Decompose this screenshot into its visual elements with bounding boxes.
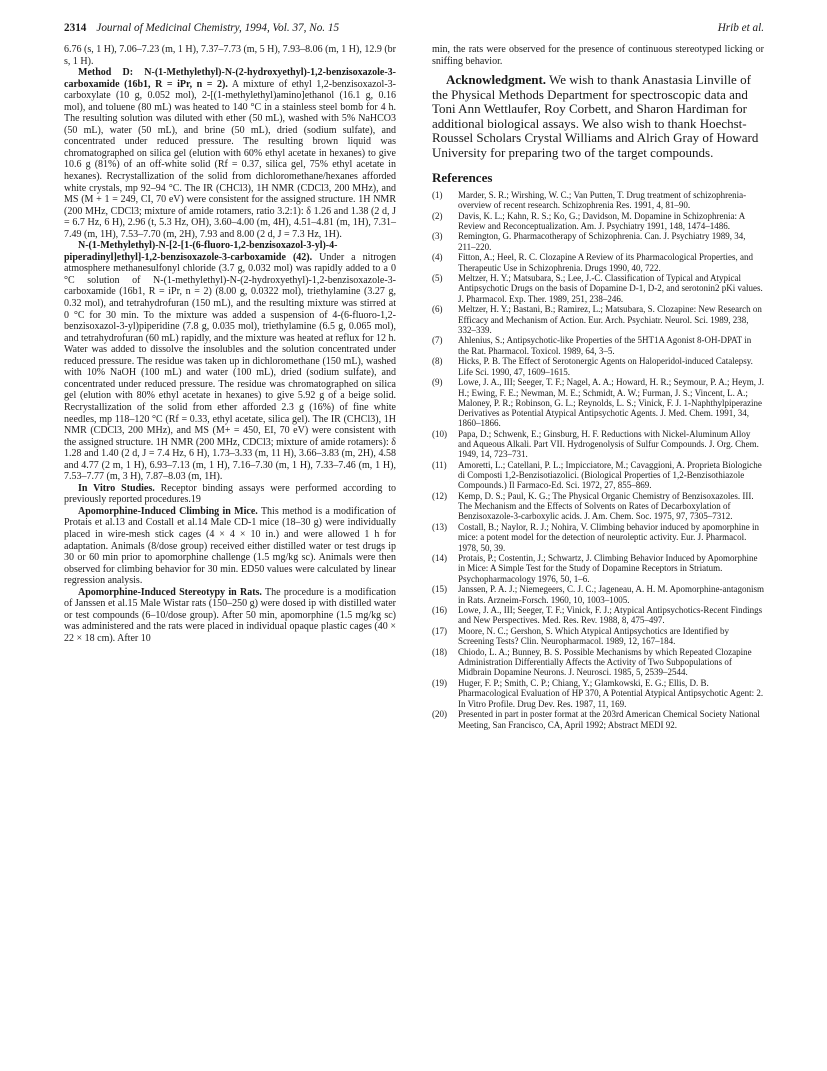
journal-citation: Journal of Medicinal Chemistry, 1994, Vol. 37, No. 15 [96,22,340,34]
reference-item [432,626,764,646]
reference-item [432,335,764,355]
reference-number: (18) [432,647,447,658]
reference-number: (15) [432,584,447,595]
reference-number: (19) [432,678,447,689]
reference-number: (4) [432,252,443,263]
stereotypy-paragraph [64,587,396,645]
reference-item [432,304,764,335]
method-d-body: A mixture of ethyl 1,2-benzisoxazol-3-carboxylate (10 g, 0.052 mol), 2-[(1-methylethyl)amino]ethanol (16.1 g, 0.16 mol), and toluene (80 mL) was heated to 140 °C in a stainless steel bomb for 4 h. The resulting solution was diluted with ether (50 mL), washed with 5% NaHCO3 (50 mL), water (50 mL), and brine (50 mL), dried (sodium sulfate), and concentrated under reduced pressure. The resulting brown liquid was chromatographed on silica gel (elution with 60% ethyl acetate in hexanes) to give 10.6 g (81%) of an off-white solid (Rf = 0.37, silica gel, 75% ethyl acetate in hexanes). Recrystallization of the solid from dichloromethane/hexanes afforded white crystals, mp 92–94 °C. The IR (CHCl3), 1H NMR (CDCl3, 200 MHz), and MS (M + 1 = 249, CI, 70 eV) were consistent for the assigned structure. 1H NMR (200 MHz, CDCl3; mixture of amide rotamers, ratio 3.2:1): δ 1.26 and 1.38 (2 d, J = 6.7 Hz, 6 H), 2.96 (t, 5.3 Hz, OH), 3.60–4.00 (m, 4H), 4.51–4.81 (m, 1H), 7.31–7.49 (m, 1H), 7.53–7.70 (m, 2H), 7.93 and 8.00 (2 d, J = 7.3 Hz, 1H). [64,78,396,240]
reference-list [432,190,764,730]
reference-number: (13) [432,522,447,533]
stereotypy-body: The procedure is a modification of Janssen et al.15 Male Wistar rats (150–250 g) were dosed ip with distilled water or test compounds (6–10/dose group). After 50 min, apomorphine (1.5 mg/kg sc) was administered and the rats were placed in individual opaque plastic cages (40 × 22 × 18 cm). After 10 [64,586,396,644]
reference-text: Remington, G. Pharmacotherapy of Schizophrenia. Can. J. Psychiatry 1989, 34, 211–220. [458,231,746,252]
reference-number: (2) [432,210,443,221]
compound-42-paragraph [64,240,396,482]
reference-text: Davis, K. L.; Kahn, R. S.; Ko, G.; Davidson, M. Dopamine in Schizophrenia: A Review and Reconceptualization. Am. J. Psychiatry 1991, 148, 1474–1486. [458,210,745,231]
compound-42-heading: N-(1-Methylethyl)-N-[2-[1-(6-fluoro-1,2-benzisoxazol-3-yl)-4-piperadinyl]ethyl]-1,2-benzisoxazole-3-carboxamide (42). [64,240,338,263]
in-vitro-body: Receptor binding assays were performed according to previously reported procedures.19 [64,482,396,506]
reference-item [432,605,764,625]
reference-number: (10) [432,428,447,439]
page-number: 2314 [64,22,87,34]
stereotypy-continuation: min, the rats were observed for the presence of continuous stereotyped licking or sniffing behavior. [432,44,764,67]
nmr-continuation: 6.76 (s, 1 H), 7.06–7.23 (m, 1 H), 7.37–7.73 (m, 5 H), 7.93–8.06 (m, 1 H), 12.9 (br s, 1 H). [64,44,396,67]
reference-number: (11) [432,459,447,470]
reference-item [432,377,764,428]
reference-text: Lowe, J. A., III; Seeger, T. F.; Nagel, A. A.; Howard, H. R.; Seymour, P. A.; Heym, J. H.; Ewing, F. E.; Newman, M. E.; Schmidt, A. W.; Furman, J. S.; Vincent, L. A.; Maloney, P. R.; Robinson, G. L.; Reynolds, L. S.; Vinick, F. J. 1-Naphthylpiperazine Derivatives as Potential Atypical Antipsychotic Agents. J. Med. Chem. 1991, 34, 1860–1866. [458,377,764,429]
reference-item [432,491,764,522]
reference-item [432,522,764,553]
reference-text: Meltzer, H. Y.; Matsubara, S.; Lee, J.-C. Classification of Typical and Atypical Antipsychotic Drugs on the basis of Dopamine D-1, D-2, and serotonin2 pKi values. J. Pharmacol. Exp. Ther. 1989, 251, 238–246. [458,273,763,304]
running-header [64,22,764,38]
left-column [64,44,396,644]
reference-text: Presented in part in poster format at the 203rd American Chemical Society National Meeting, San Francisco, CA, April 1992; Abstract MEDI 92. [458,709,760,730]
climbing-heading: Apomorphine-Induced Climbing in Mice. [78,505,258,517]
reference-number: (6) [432,304,443,315]
reference-item [432,252,764,272]
reference-text: Protais, P.; Costentin, J.; Schwartz, J. Climbing Behavior Induced by Apomorphine in Mice: A Simple Test for the Study of Dopamine Receptors in Striatum. Psychopharmacology 1976, 50, 1–6. [458,553,758,584]
reference-item [432,211,764,231]
right-column [432,44,764,730]
reference-number: (16) [432,605,447,616]
reference-item [432,709,764,729]
stereotypy-heading: Apomorphine-Induced Stereotypy in Rats. [78,586,262,598]
references-heading: References [432,170,493,186]
reference-number: (9) [432,377,443,388]
running-authors: Hrib et al. [717,22,764,34]
reference-number: (14) [432,553,447,564]
reference-item [432,231,764,251]
reference-text: Papa, D.; Schwenk, E.; Ginsburg, H. F. Reductions with Nickel-Aluminum Alloy and Aqueous Alkali. Part VII. Hydrogenolysis of Sulfur Compounds. J. Org. Chem. 1949, 14, 723–731. [458,428,759,460]
reference-number: (17) [432,626,447,637]
reference-number: (7) [432,335,443,346]
reference-text: Amoretti, L.; Catellani, P. L.; Impicciatore, M.; Cavaggioni, A. Proprieta Biologiche di Composti 1,2-Benzisotiazolici. (Biological Properties of 1,2-Benzisothiazole Compounds.) Il Farmaco-Ed. Sci. 1972, 27, 855–869. [458,459,762,491]
acknowledgment-heading: Acknowledgment. [446,72,547,88]
method-d-heading: Method D: N-(1-Methylethyl)-N-(2-hydroxyethyl)-1,2-benzisoxazole-3-carboxamide (16b1, R = iPr, n = 2). [64,67,396,90]
reference-number: (8) [432,356,443,367]
reference-text: Costall, B.; Naylor, R. J.; Nohira, V. Climbing behavior induced by apomorphine in mice: a potent model for the detection of neuroleptic activity. Eur. J. Pharmacol. 1978, 50, 39. [458,522,760,553]
acknowledgment-paragraph [432,73,764,160]
in-vitro-paragraph [64,483,396,506]
reference-item [432,273,764,304]
reference-text: Huger, F. P.; Smith, C. P.; Chiang, Y.; Glamkowski, E. G.; Ellis, D. B. Pharmacological Evaluation of HP 370, A Potential Atypical Antipsychotic Agent: 2. In Vitro Profile. Drug Dev. Res. 1987, 11, 169. [458,678,764,709]
reference-text: Marder, S. R.; Wirshing, W. C.; Van Putten, T. Drug treatment of schizophrenia-overview of recent research. Schizophrenia Res. 1991, 4, 81–90. [458,189,747,210]
reference-item [432,429,764,460]
compound-42-body: Under a nitrogen atmosphere methanesulfonyl chloride (3.7 g, 0.032 mol) was rapidly added to a 0 °C solution of N-(1-methylethyl)-N-(2-hydroxyethyl)-1,2-benzisoxazole-3-carboxamide (16b1, R = iPr, n = 2) (8.00 g, 0.0322 mol), triethylamine (3.27 g, 0.32 mol), and tetrahydrofuran (150 mL), and the resulting mixture was stirred at 0 °C for 30 min. To the mixture was added a suspension of 4-(6-fluoro-1,2-benzisoxazol-3-yl)piperidine (7.8 g, 0.035 mol), triethylamine (6.5 g, 0.065 mol), and tetrahydrofuran (60 mL) rapidly, and the mixture was heated at reflux for 12 h. Water was added to dissolve the insolubles and the solution concentrated under reduced pressure. The residue was taken up in dichloromethane (150 mL), washed with 10% NaOH (100 mL) and water (100 mL), dried (sodium sulfate), and concentrated under reduced pressure. The residue was chromatographed on silica gel (elution with 80% ethyl acetate in hexanes) to give 5.92 g of a beige solid. Recrystallization of the solid from ether afforded 2.3 g (16%) of fine white needles, mp 118–120 °C (Rf = 0.33, ethyl acetate, silica gel). The IR (CHCl3), 1H NMR (CDCl3, 200 MHz), and MS (M+ = 450, EI, 70 eV) were consistent with the assigned structure. 1H NMR (200 MHz, CDCl3; mixture of amide rotamers): δ 1.28 and 1.40 (2 d, J = 7.4 Hz, 6 H), 1.73–3.33 (m, 11 H), 3.66–3.83 (m, 2H), 4.58 and 4.77 (2 m, 1 H), 6.93–7.13 (m, 1 H), 7.16–7.30 (m, 1 H), 7.33–7.46 (m, 1 H), 7.53–7.77 (m, 3 H), 7.87–8.03 (m, 1H). [64,251,397,483]
reference-text: Lowe, J. A., III; Seeger, T. F.; Vinick, F. J.; Atypical Antipsychotics-Recent Findings and New Perspectives. Med. Res. Rev. 1988, 8, 475–497. [458,605,763,626]
reference-item [432,553,764,584]
reference-text: Kemp, D. S.; Paul, K. G.; The Physical Organic Chemistry of Benzisoxazoles. III. The Mechanism and the Effects of Solvents on Rates of Decarboxylation of Benzisoxazole-3-carboxylic acids. J. Am. Chem. Soc. 1975, 97, 7305–7312. [458,491,754,522]
in-vitro-heading: In Vitro Studies. [78,482,155,494]
reference-item [432,678,764,709]
reference-item [432,647,764,678]
reference-item [432,460,764,491]
reference-number: (3) [432,231,443,242]
reference-text: Ahlenius, S.; Antipsychotic-like Properties of the 5HT1A Agonist 8-OH-DPAT in the Rat. Pharmacol. Toxicol. 1989, 64, 3–5. [458,335,752,356]
reference-number: (1) [432,189,443,200]
reference-text: Meltzer, H. Y.; Bastani, B.; Ramirez, L.; Matsubara, S. Clozapine: New Research on Efficacy and Mechanism of Action. Eur. Arch. Psychiatr. Neurol. Sci. 1989, 238, 332–339. [458,304,762,335]
reference-number: (12) [432,491,447,502]
climbing-body: This method is a modification of Protais et al.13 and Costall et al.14 Male CD-1 mice (18–30 g) were individually placed in wire-mesh stick cages (4 × 4 × 10 in.) and were allowed 1 h for adaptation. Animals (8/dose group) received either distilled water or test drugs ip 30 or 60 min prior to apomorphine challenge (1.5 mg/kg sc). Animals were then observed for climbing behavior for 30 min. ED50 values were calculated by linear regression analysis. [64,505,396,587]
reference-text: Moore, N. C.; Gershon, S. Which Atypical Antipsychotics are Identified by Screening Tests? Clin. Neuropharmacol. 1989, 12, 167–184. [458,626,730,647]
reference-item [432,190,764,210]
reference-text: Fitton, A.; Heel, R. C. Clozapine A Review of its Pharmacological Properties, and Therapeutic Use in Schizophrenia. Drugs 1990, 40, 722. [458,252,753,273]
reference-text: Chiodo, L. A.; Bunney, B. S. Possible Mechanisms by which Repeated Clozapine Administration Differentially Affects the Activity of Two Subpopulations of Midbrain Dopamine Neurons. J. Neurosci. 1985, 5, 2539–2544. [458,647,752,678]
climbing-paragraph [64,506,396,587]
reference-item [432,356,764,376]
reference-number: (20) [432,709,447,720]
acknowledgment-body: We wish to thank Anastasia Linville of the Physical Methods Department for spectroscopic data and Toni Ann Wettlaufer, Roy Corbett, and Sharon Hardiman for additional biological assays. We also wish to thank Hoechst-Roussel Scholars Crystal Williams and Alrich Gray of Howard University for preparing two of the target compounds. [432,72,759,160]
reference-text: Hicks, P. B. The Effect of Serotonergic Agents on Haloperidol-induced Catalepsy. Life Sci. 1990, 47, 1609–1615. [458,356,753,377]
reference-text: Janssen, P. A. J.; Niemegeers, C. J. C.; Jageneau, A. H. M. Apomorphine-antagonism in Rats. Arzneim-Forsch. 1960, 10, 1003–1005. [458,584,764,605]
reference-item [432,584,764,604]
reference-number: (5) [432,273,443,284]
method-d-paragraph [64,67,396,240]
